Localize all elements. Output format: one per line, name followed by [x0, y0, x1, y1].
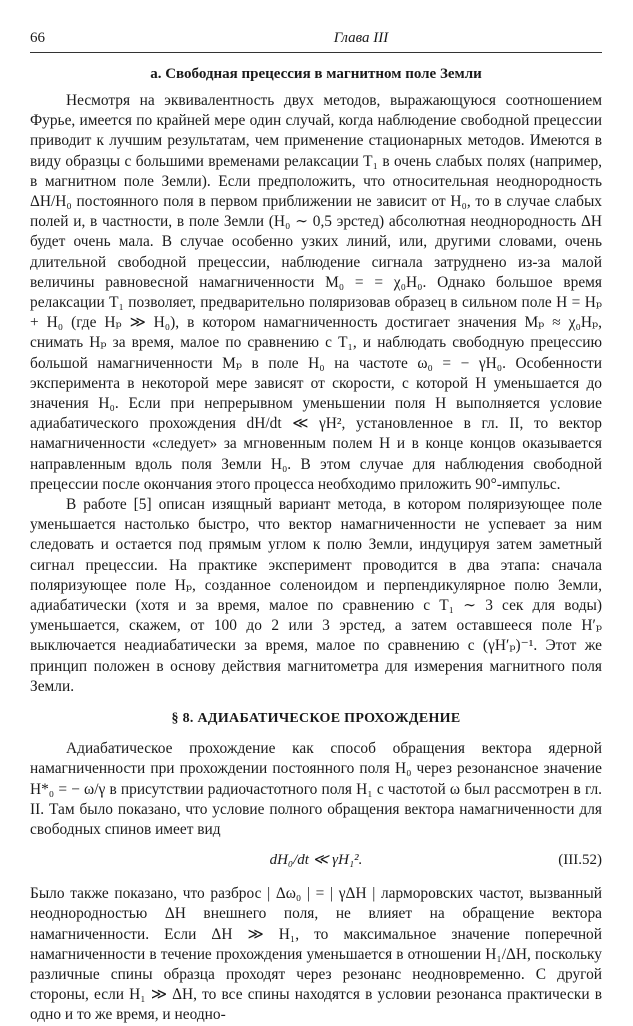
section-8-title: § 8. АДИАБАТИЧЕСКОЕ ПРОХОЖДЕНИЕ: [171, 711, 461, 727]
section-8-paragraph-1: Адиабатическое прохождение как способ обращения вектора ядерной намагниченности при прохождении постоянного поля H₀ через резонансное значение H*₀ = − ω/γ в присутствии радиочастотного поля H₁ с частотой ω был рассмотрен в гл. II. Там было показано, что условие полного обращения вектора намагниченности для свободных спинов имеет вид: [30, 740, 602, 838]
equation-formula: dH₀/dt ≪ γH₁².: [269, 852, 363, 869]
page-number: 66: [30, 30, 45, 46]
section-a-title: а. Свободная прецессия в магнитном поле Земли: [150, 66, 482, 82]
page-header: [30, 30, 602, 54]
page: [30, 30, 602, 1026]
equation-label: (III.52): [558, 852, 602, 869]
running-title: Глава III: [333, 30, 389, 46]
section-a-paragraph-2: В работе [5] описан изящный вариант метода, в котором поляризующее поле уменьшается настолько быстро, что вектор намагниченности не успевает за ним следовать и остается под прямым углом к полю Земли, индуцируя затем заметный сигнал прецессии. На практике эксперимент проводится в два этапа: сначала поляризующее поле Hₚ, созданное соленоидом и перпендикулярное полю Земли, адиабатически (хотя и за время, малое по сравнению с T₁ ∼ 3 сек для воды) уменьшается, скажем, от 100 до 2 или 3 эрстед, а затем оставшееся поле H′ₚ выключается неадиабатически за время, малое по сравнению с (γH′ₚ)⁻¹. Этот же принцип положен в основу действия магнитометра для измерения магнитного поля Земли.: [30, 496, 602, 695]
section-8-paragraph-2: Было также показано, что разброс | Δω₀ | = | γΔH | ларморовских частот, вызванный неоднородностью ΔH внешнего поля, не влияет на обращение вектора намагниченности. Если ΔH ≫ H₁, то максимальное значение поперечной намагниченности в течение прохождения уменьшается в отношении H₁/ΔH, поскольку различные спины образца проходят через резонанс неодновременно. С другой стороны, если H₁ ≫ ΔH, то все спины находятся в условии резонанса практически в одно и то же время, и неодно-: [30, 885, 602, 1024]
section-a-paragraph-1: Несмотря на эквивалентность двух методов, выражающуюся соотношением Фурье, имеется по крайней мере один случай, когда наблюдение свободной прецессии приводит к лучшим результатам, чем применение стационарных методов. Имеются в виду образцы с большими временами релаксации T₁ в очень слабых полях (например, в магнитном поле Земли). Если предположить, что относительная неоднородность ΔH/H₀ постоянного поля в первом приближении не зависит от H₀, то в случае слабых полей и, в частности, в поле Земли (H₀ ∼ 0,5 эрстед) абсолютная неоднородность ΔH будет очень мала. В случае особенно узких линий, или, другими словами, очень длительной свободной прецессии, наблюдение сигнала затруднено из-за малой величины равновесной намагниченности M₀ = = χ₀H₀. Однако большое время релаксации T₁ позволяет, предварительно поляризовав образец в сильном поле H = Hₚ + H₀ (где Hₚ ≫ H₀), в котором намагниченность достигает значения Mₚ ≈ χ₀Hₚ, снимать Hₚ за время, малое по сравнению с T₁, и наблюдать свободную прецессию большой намагниченности Mₚ в поле H₀ на частоте ω₀ = − γH₀. Особенности эксперимента в некоторой мере зависят от скорости, с которой H уменьшается до значения H₀. Если при непрерывном уменьшении поля H выполняется условие адиабатического прохождения dH/dt ≪ γH², установленное в гл. II, то вектор намагниченности «следует» за мгновенным полем H и в конце концов оказывается направленным вдоль поля Земли H₀. В этом случае для наблюдения свободной прецессии после окончания этого процесса необходимо приложить 90°-импульс.: [30, 92, 602, 493]
equation-III-52: [30, 842, 602, 880]
